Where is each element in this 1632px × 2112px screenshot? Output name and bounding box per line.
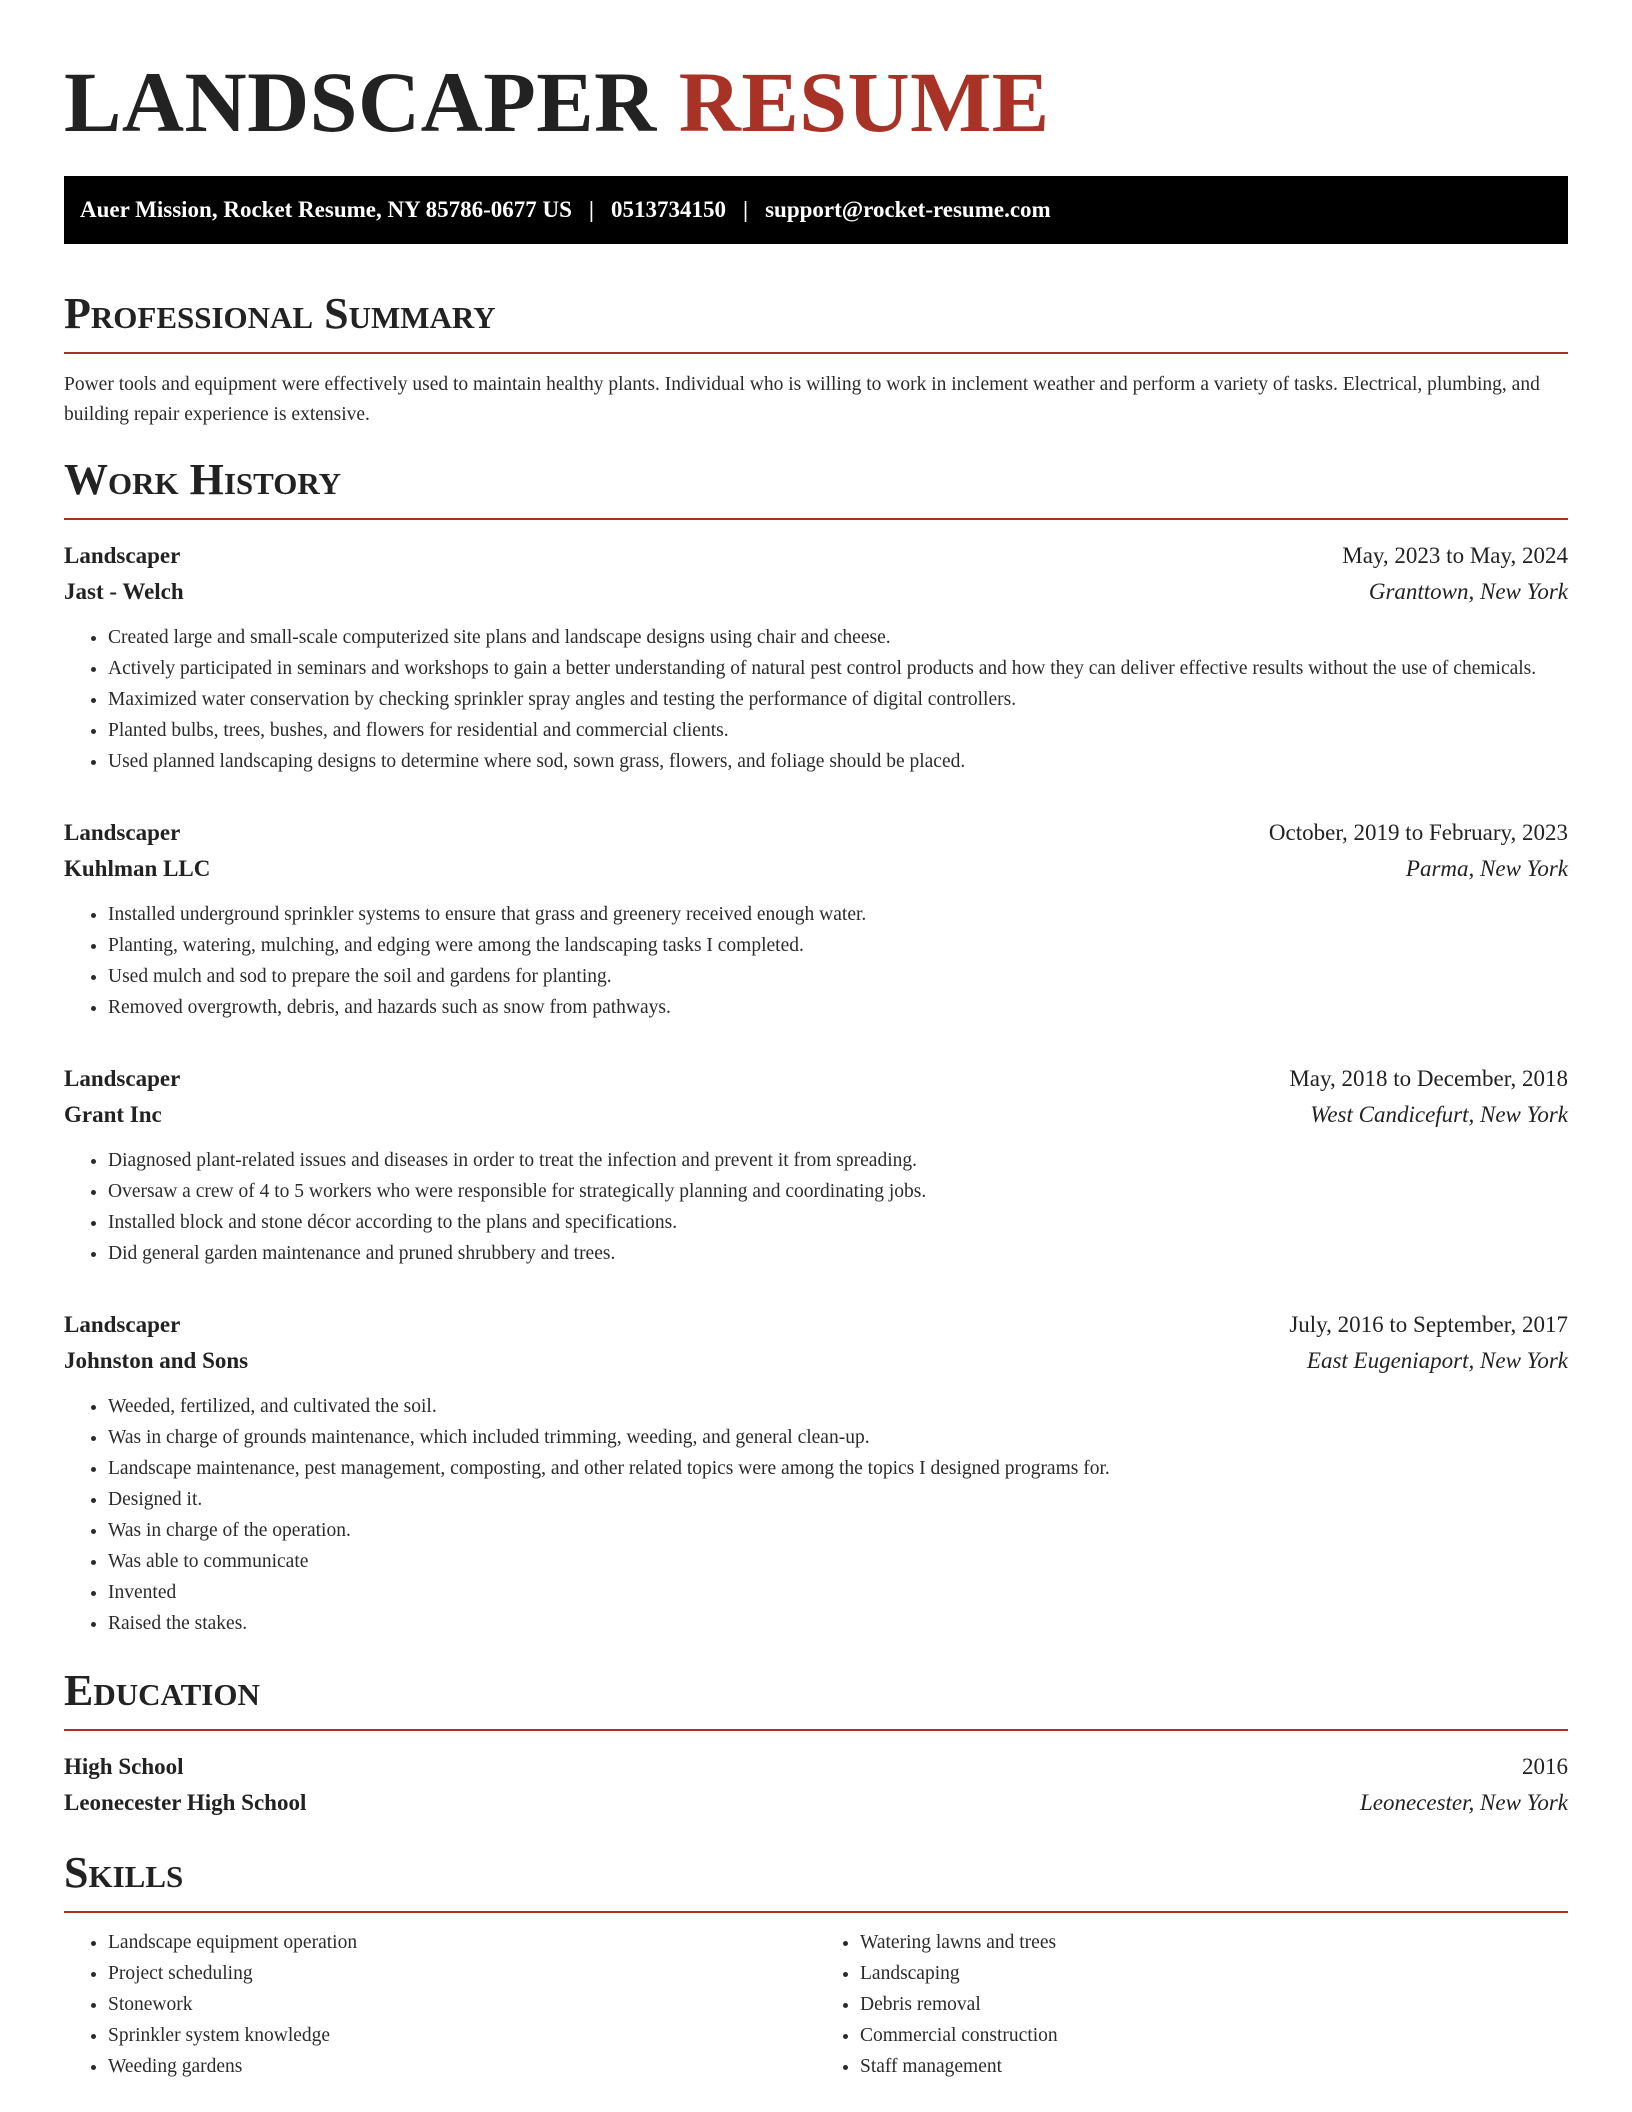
job-title: Landscaper: [64, 543, 181, 568]
job-location: Granttown, New York: [1368, 579, 1568, 604]
job-duty-item: • Used planned landscaping designs to determine where sod, sown grass, flowers, and foliage should be placed.: [108, 746, 1568, 777]
education-row-2: [64, 1785, 1568, 1821]
contact-bar: [64, 176, 1568, 244]
job-row-2: [64, 851, 1568, 887]
education-row-1: [64, 1749, 1568, 1785]
job-duty-item: • Raised the stakes.: [108, 1608, 1568, 1639]
contact-phone: 0513734150: [611, 197, 726, 222]
job-location: East Eugeniaport, New York: [1306, 1348, 1568, 1373]
job-company: Grant Inc: [64, 1102, 162, 1127]
job-company: Kuhlman LLC: [64, 856, 211, 881]
summary-heading: Professional Summary: [64, 288, 1568, 354]
job-duty-item: • Landscape maintenance, pest management, composting, and other related topics were among the topics I designed programs for.: [108, 1453, 1568, 1484]
skills-grid: [64, 1927, 1568, 2082]
job-duty-item: • Did general garden maintenance and pruned shrubbery and trees.: [108, 1238, 1568, 1269]
job-row-1: [64, 815, 1568, 851]
skill-item: • Debris removal: [860, 1989, 1568, 2020]
job-duty-item: • Installed block and stone décor according to the plans and specifications.: [108, 1207, 1568, 1238]
skills-column-left: [64, 1927, 816, 2082]
job-duties-list: [64, 1145, 1568, 1269]
skill-item: • Landscaping: [860, 1958, 1568, 1989]
job-duty-item: • Was in charge of grounds maintenance, which included trimming, weeding, and general clean-up.: [108, 1422, 1568, 1453]
education-entry: [64, 1749, 1568, 1821]
education-year: 2016: [1522, 1754, 1568, 1779]
education-degree: High School: [64, 1754, 184, 1779]
job-location: Parma, New York: [1405, 856, 1568, 881]
work-history-list: [64, 538, 1568, 1639]
resume-title: [64, 56, 1568, 148]
job-duty-item: • Actively participated in seminars and workshops to gain a better understanding of natural pest control products and how they can deliver effective results without the use of chemicals.: [108, 653, 1568, 684]
skill-item: • Sprinkler system knowledge: [108, 2020, 816, 2051]
job-company: Jast - Welch: [64, 579, 184, 604]
job-duty-item: • Was able to communicate: [108, 1546, 1568, 1577]
title-accent: RESUME: [678, 54, 1050, 150]
job-entry: [64, 538, 1568, 777]
education-heading: Education: [64, 1665, 1568, 1731]
job-row-1: [64, 1061, 1568, 1097]
job-duty-item: • Was in charge of the operation.: [108, 1515, 1568, 1546]
education-location: Leonecester, New York: [1359, 1790, 1568, 1815]
job-row-2: [64, 1343, 1568, 1379]
job-duty-item: • Installed underground sprinkler systems to ensure that grass and greenery received enough water.: [108, 899, 1568, 930]
job-row-2: [64, 574, 1568, 610]
job-row-2: [64, 1097, 1568, 1133]
skill-item: • Staff management: [860, 2051, 1568, 2082]
job-row-1: [64, 1307, 1568, 1343]
job-duty-item: • Used mulch and sod to prepare the soil and gardens for planting.: [108, 961, 1568, 992]
job-dates: October, 2019 to February, 2023: [1268, 820, 1568, 845]
job-duty-item: • Invented: [108, 1577, 1568, 1608]
job-duty-item: • Removed overgrowth, debris, and hazards such as snow from pathways.: [108, 992, 1568, 1023]
job-location: West Candicefurt, New York: [1310, 1102, 1568, 1127]
job-entry: [64, 815, 1568, 1023]
job-entry: [64, 1061, 1568, 1269]
education-school: Leonecester High School: [64, 1790, 307, 1815]
job-row-1: [64, 538, 1568, 574]
job-entry: [64, 1307, 1568, 1639]
job-dates: May, 2023 to May, 2024: [1342, 543, 1568, 568]
skills-heading: Skills: [64, 1847, 1568, 1913]
job-duty-item: • Oversaw a crew of 4 to 5 workers who were responsible for strategically planning and coordinating jobs.: [108, 1176, 1568, 1207]
title-main: LANDSCAPER: [64, 54, 657, 150]
job-duty-item: • Created large and small-scale computerized site plans and landscape designs using chair and cheese.: [108, 622, 1568, 653]
skill-item: • Weeding gardens: [108, 2051, 816, 2082]
skill-item: • Watering lawns and trees: [860, 1927, 1568, 1958]
job-title: Landscaper: [64, 1312, 181, 1337]
summary-text: Power tools and equipment were effectively used to maintain healthy plants. Individual who is willing to work in inclement weather and perform a variety of tasks. Electrical, plumbing, and building repair experience is extensive.: [64, 374, 1540, 425]
contact-separator: |: [588, 197, 594, 222]
skill-item: • Landscape equipment operation: [108, 1927, 816, 1958]
skill-item: • Commercial construction: [860, 2020, 1568, 2051]
job-duties-list: [64, 622, 1568, 777]
job-duty-item: • Weeded, fertilized, and cultivated the soil.: [108, 1391, 1568, 1422]
contact-separator: |: [743, 197, 749, 222]
job-duty-item: • Diagnosed plant-related issues and diseases in order to treat the infection and prevent it from spreading.: [108, 1145, 1568, 1176]
job-duties-list: [64, 1391, 1568, 1639]
skill-item: • Stonework: [108, 1989, 816, 2020]
skill-item: • Project scheduling: [108, 1958, 816, 1989]
job-duty-item: • Maximized water conservation by checking sprinkler spray angles and testing the performance of digital controllers.: [108, 684, 1568, 715]
job-dates: May, 2018 to December, 2018: [1289, 1066, 1568, 1091]
contact-email: support@rocket-resume.com: [765, 197, 1051, 222]
job-company: Johnston and Sons: [64, 1348, 249, 1373]
job-dates: July, 2016 to September, 2017: [1289, 1312, 1568, 1337]
job-duty-item: • Designed it.: [108, 1484, 1568, 1515]
job-duty-item: • Planted bulbs, trees, bushes, and flowers for residential and commercial clients.: [108, 715, 1568, 746]
job-title: Landscaper: [64, 820, 181, 845]
job-title: Landscaper: [64, 1066, 181, 1091]
job-duty-item: • Planting, watering, mulching, and edging were among the landscaping tasks I completed.: [108, 930, 1568, 961]
skills-column-right: [816, 1927, 1568, 2082]
work-history-heading: Work History: [64, 454, 1568, 520]
job-duties-list: [64, 899, 1568, 1023]
contact-address: Auer Mission, Rocket Resume, NY 85786-0677 US: [80, 197, 572, 222]
